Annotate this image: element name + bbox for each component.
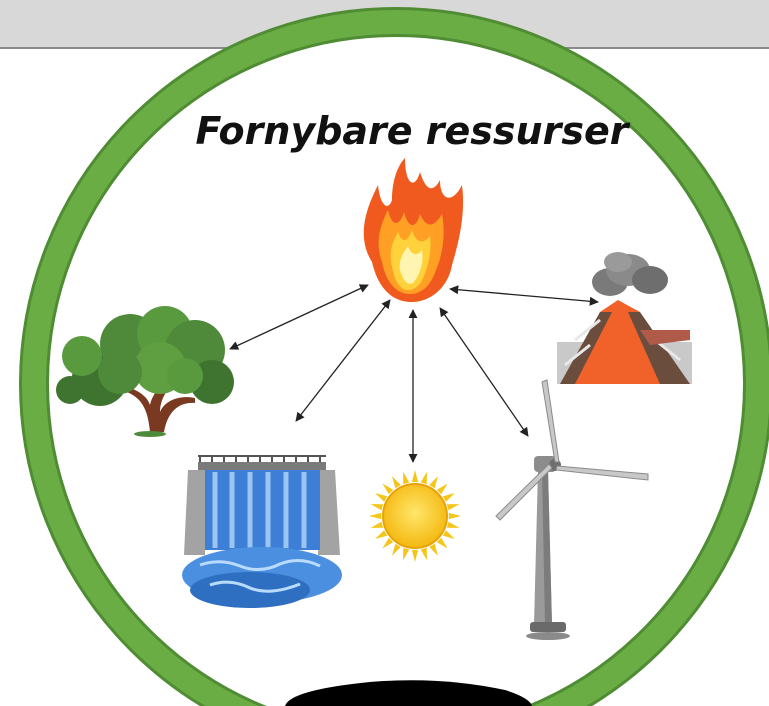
diagram-title: Fornybare ressurser: [195, 109, 629, 153]
sun-icon: [369, 470, 461, 562]
hydro-dam-icon: [182, 456, 342, 608]
